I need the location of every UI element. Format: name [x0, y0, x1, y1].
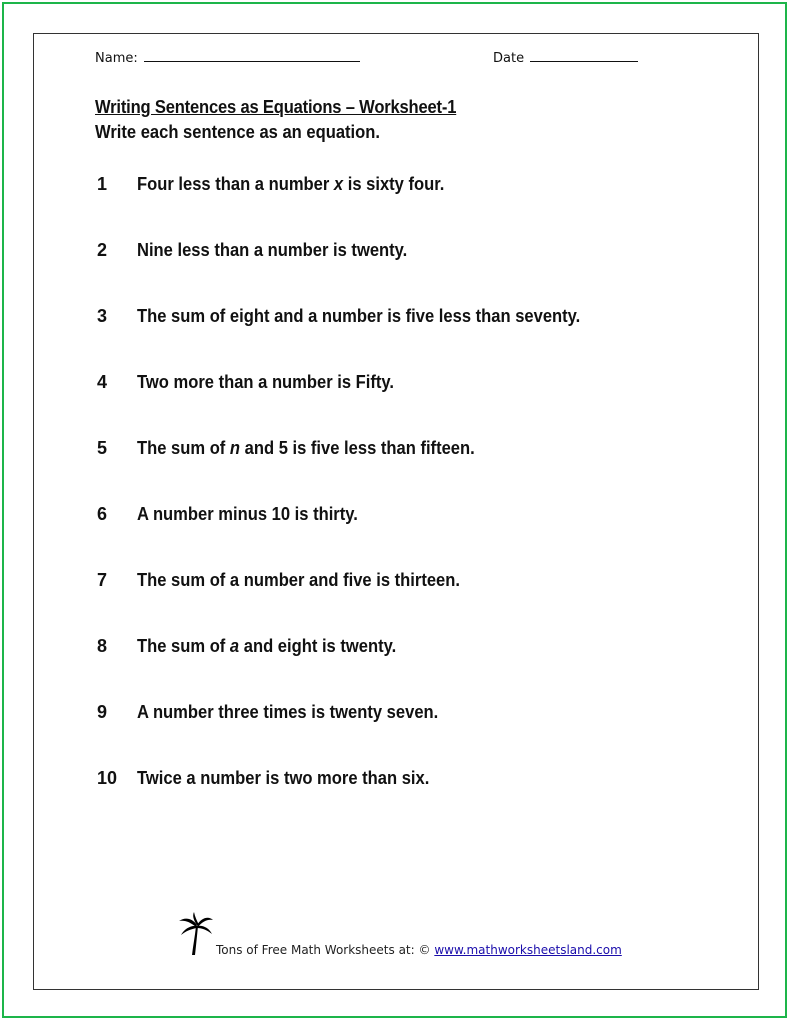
- question-text: [137, 768, 429, 789]
- question-text-end: and 5 is five less than fifteen.: [240, 438, 475, 458]
- question-text-start: Nine less than a number is twenty.: [137, 240, 408, 260]
- question-text-start: Two more than a number is Fifty.: [137, 372, 395, 392]
- footer-credit: Tons of Free Math Worksheets at: ©: [216, 943, 435, 957]
- palm-tree-icon: [178, 912, 214, 956]
- footer: [178, 912, 628, 962]
- footer-text: [216, 943, 622, 957]
- question-number: 8: [97, 636, 108, 656]
- name-field-group: [95, 49, 360, 66]
- question-text: [137, 306, 580, 327]
- question-text-start: Four less than a number: [137, 174, 334, 194]
- question-number: 7: [97, 570, 108, 590]
- question-number: 1: [97, 174, 108, 194]
- question-text: [137, 702, 438, 723]
- variable: a: [229, 636, 240, 656]
- date-blank-line[interactable]: [530, 49, 638, 62]
- question-text-end: and eight is twenty.: [239, 636, 397, 656]
- question-text: [137, 636, 396, 657]
- name-blank-line[interactable]: [144, 49, 360, 62]
- question-text-start: The sum of: [137, 636, 230, 656]
- variable: n: [229, 438, 241, 458]
- question-text-start: A number three times is twenty seven.: [137, 702, 439, 722]
- question-number: 3: [97, 306, 108, 326]
- question-number: 9: [97, 702, 108, 722]
- question-number: 2: [97, 240, 108, 260]
- question-text: [137, 240, 407, 261]
- question-number: 10: [97, 768, 118, 788]
- question-number: 4: [97, 372, 108, 392]
- question-text-start: Twice a number is two more than six.: [137, 768, 430, 788]
- question-number: 6: [97, 504, 108, 524]
- question-text-start: The sum of a number and five is thirteen.: [137, 570, 460, 590]
- question-text: [137, 570, 460, 591]
- worksheet-instruction: Write each sentence as an equation.: [95, 122, 380, 142]
- worksheet-title: Writing Sentences as Equations – Worksheet-1: [95, 97, 457, 117]
- question-text: [137, 372, 394, 393]
- question-text-end: is sixty four.: [343, 174, 445, 194]
- footer-link[interactable]: www.mathworksheetsland.com: [434, 943, 622, 957]
- date-label: Date: [493, 51, 525, 66]
- question-text-start: The sum of eight and a number is five less than seventy.: [137, 306, 581, 326]
- question-number: 5: [97, 438, 108, 458]
- question-text-start: The sum of: [137, 438, 230, 458]
- question-text: [137, 438, 475, 459]
- question-text-start: A number minus 10 is thirty.: [137, 504, 358, 524]
- variable: x: [333, 174, 344, 194]
- name-label: Name:: [95, 51, 138, 66]
- question-text: [137, 504, 358, 525]
- question-text: [137, 174, 444, 195]
- date-field-group: [493, 49, 638, 66]
